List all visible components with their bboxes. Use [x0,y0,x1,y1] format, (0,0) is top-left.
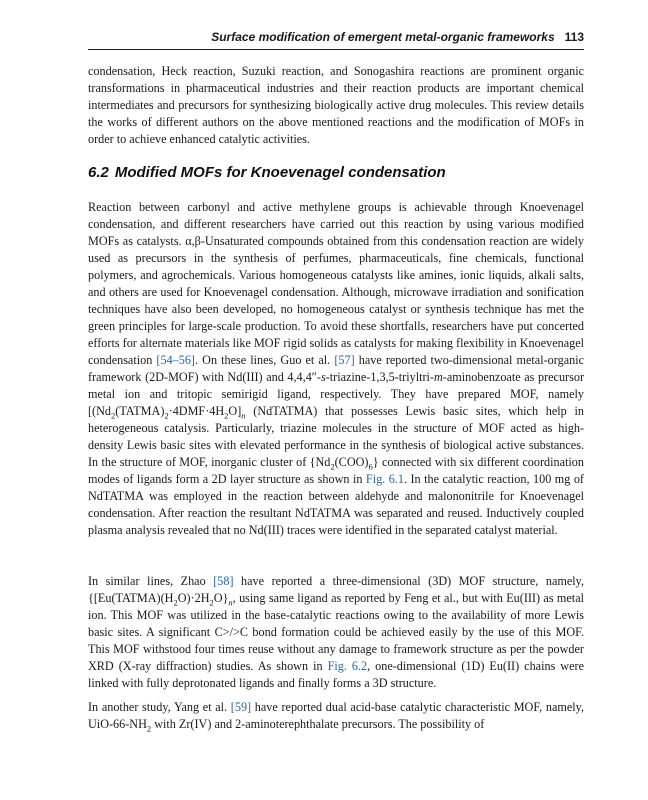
figure-link[interactable]: Fig. 6.1 [365,472,404,486]
paragraph-knoevenagel: Reaction between carbonyl and active methylene groups is achievable through Knoevenagel condensation, and different researchers have carried out this reaction by using various modified MOFs as catalysts. α,β-Unsaturated compounds obtained from this condensation reaction are widely used as precursors in the synthesis of perfumes, pharmaceuticals, fine chemicals, functional polymers, and agrochemicals. Various homogeneous catalysts like amines, ionic liquids, alkali salts, and others are used for Knoevenagel condensation. Although, microwave irradiation and sonification techniques have also been developed, no homogeneous catalyst or synthesis technique has met the green principles for large-scale production. To avoid these shortfalls, researchers have put concerted efforts for alternate materials like MOF rigid solids as catalysts for making flexibility in Knoevenagel condensation [54–56]. On these lines, Guo et al. [57] have reported two-dimensional metal-organic framework (2D-MOF) with Nd(III) and 4,4,4″-s-triazine-1,3,5-triyltri-m-aminobenzoate as precursor metal ion and tritopic semirigid ligand, respectively. They have prepared MOF, namely [$(Nd_2(TATMA)_2\cdot 4DMF\cdot 4H_2O]_n$ (NdTATMA) that possesses Lewis basic sites, which help in heterogeneous catalysis. Particularly, triazine molecules in the structure of MOF acted as high-density Lewis basic sites with elevated performance in the synthesis of biological active substances. In the structure of MOF, inorganic cluster of $\{Nd_2(COO)_6\}$ connected with six different coordination modes of ligands form a 2D layer structure as shown in Fig. 6.1. In the catalytic reaction, 100 mg of NdTATMA was employed in the reaction between aldehyde and malononitrile for Knoevenagel condensation. After reaction the resultant NdTATMA was separated and reused. Inductively coupled plasma analysis revealed that no Nd(III) traces were identified in the separated catalyst material. [88,200,584,537]
running-header [88,28,584,50]
citation-link[interactable]: [54–56] [156,353,195,367]
figure-link[interactable]: Fig. 6.2 [327,659,368,673]
page-number: 113 [564,30,584,44]
running-title: Surface modification of emergent metal-organic frameworks [211,30,555,44]
section-number: 6.2 [88,164,109,181]
paragraph-yang: In another study, Yang et al. [59] have reported dual acid-base catalytic characteristic MOF, namely, UiO-$66-NH_2$ with Zr(IV) and 2-aminoterephthalate precursors. The possibility of [88,700,584,734]
paragraph-intro: condensation, Heck reaction, Suzuki reaction, and Sonogashira reactions are prominent organic transformations in pharmaceutical industries and their reaction products are important chemical intermediates and precursors for synthesizing biologically active drug molecules. This review details the works of different authors on the above mentioned reactions and the modification of MOFs in order to achieve enhanced catalytic activities. [88,64,584,146]
section-title: Modified MOFs for Knoevenagel condensation [114,164,446,181]
citation-link[interactable]: [57] [334,353,355,367]
citation-link[interactable]: [58] [213,574,234,588]
citation-link[interactable]: [59] [230,700,252,714]
section-heading [88,163,446,183]
paragraph-zhao: In similar lines, Zhao [58] have reported a three-dimensional (3D) MOF structure, namely, {$[Eu(TATMA)(H_2O)\cdot 2H_2O\}_n$, using same ligand as reported by Feng et al., but with Eu(III) as metal ion. This MOF was utilized in the base-catalytic reactions owing to the availability of more Lewis basic sites. A significant C>/>C bond formation could be achieved easily by the use of this MOF. This MOF withstood four times reuse without any damage to framework structure as per the powder XRD (X-ray diffraction) studies. As shown in Fig. 6.2, one-dimensional (1D) Eu(II) chains were linked with fully deprotonated ligands and finally forms a 3D structure. [88,574,584,690]
